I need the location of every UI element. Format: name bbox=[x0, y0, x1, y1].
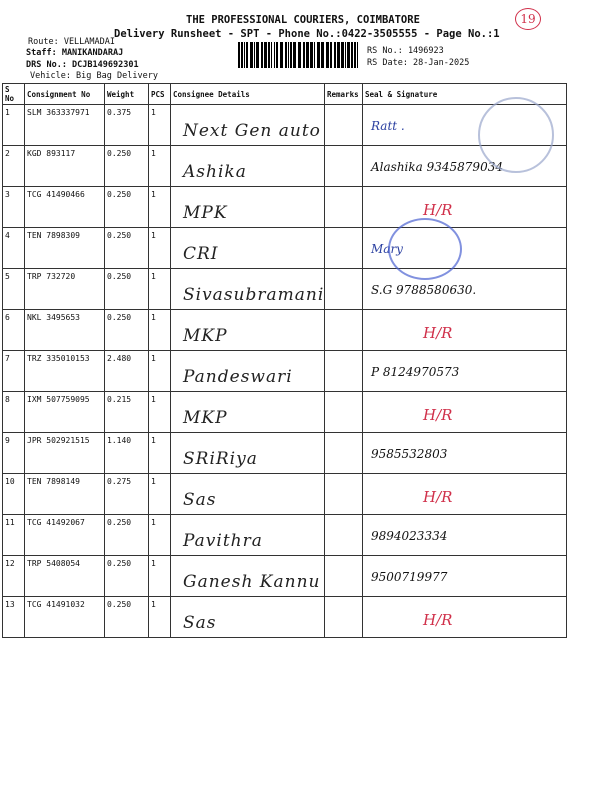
sno-cell: 2 bbox=[3, 146, 25, 187]
remarks-cell bbox=[325, 351, 363, 392]
consignee-name: Ashika bbox=[183, 162, 247, 182]
signature-cell bbox=[363, 310, 567, 351]
col-sno: S No bbox=[3, 84, 25, 105]
consignee-cell bbox=[171, 105, 325, 146]
pcs-cell: 1 bbox=[149, 105, 171, 146]
barcode-bar bbox=[276, 42, 278, 68]
remarks-cell bbox=[325, 310, 363, 351]
consignee-name: Pandeswari bbox=[183, 367, 293, 387]
consignment-cell: TRP 732720 bbox=[25, 269, 105, 310]
col-pcs: PCS bbox=[149, 84, 171, 105]
consignee-cell bbox=[171, 310, 325, 351]
remarks-cell bbox=[325, 269, 363, 310]
signature-cell bbox=[363, 474, 567, 515]
pcs-cell: 1 bbox=[149, 310, 171, 351]
consignee-name: Sivasubramani bbox=[183, 285, 325, 305]
barcode-bar bbox=[290, 42, 292, 68]
signature-cell bbox=[363, 433, 567, 474]
barcode-bar bbox=[337, 42, 340, 68]
consignment-cell: TCG 41492067 bbox=[25, 515, 105, 556]
consignment-cell: NKL 3495653 bbox=[25, 310, 105, 351]
remarks-cell bbox=[325, 515, 363, 556]
pcs-cell: 1 bbox=[149, 433, 171, 474]
sno-cell: 6 bbox=[3, 310, 25, 351]
signature-cell bbox=[363, 515, 567, 556]
pcs-cell: 1 bbox=[149, 351, 171, 392]
remarks-cell bbox=[325, 556, 363, 597]
consignment-cell: SLM 363337971 bbox=[25, 105, 105, 146]
consignee-cell bbox=[171, 474, 325, 515]
col-consignment: Consignment No bbox=[25, 84, 105, 105]
barcode-bar bbox=[310, 42, 313, 68]
table-row bbox=[3, 556, 567, 597]
consignee-name: MKP bbox=[183, 408, 228, 428]
barcode-bar bbox=[274, 42, 275, 68]
consignee-name: CRI bbox=[183, 244, 219, 264]
consignee-name: MPK bbox=[183, 203, 228, 223]
signature-text: S.G 9788580630. bbox=[371, 283, 477, 297]
barcode-bar bbox=[244, 42, 245, 68]
consignment-cell: TRZ 335010153 bbox=[25, 351, 105, 392]
signature-text: H/R bbox=[423, 611, 453, 629]
consignee-cell bbox=[171, 556, 325, 597]
sno-cell: 8 bbox=[3, 392, 25, 433]
signature-cell bbox=[363, 351, 567, 392]
vehicle-label: Vehicle: Big Bag Delivery bbox=[30, 71, 158, 81]
company-stamp bbox=[388, 218, 462, 280]
barcode-bar bbox=[256, 42, 259, 68]
signature-text: Mary bbox=[371, 242, 403, 256]
weight-cell: 0.250 bbox=[105, 269, 149, 310]
table-row bbox=[3, 228, 567, 269]
pcs-cell: 1 bbox=[149, 597, 171, 638]
signature-cell bbox=[363, 187, 567, 228]
barcode-bar bbox=[341, 42, 344, 68]
table-row bbox=[3, 515, 567, 556]
signature-text: H/R bbox=[423, 488, 453, 506]
col-consignee: Consignee Details bbox=[171, 84, 325, 105]
sno-cell: 5 bbox=[3, 269, 25, 310]
weight-cell: 0.250 bbox=[105, 597, 149, 638]
remarks-cell bbox=[325, 392, 363, 433]
consignment-cell: TEN 7898149 bbox=[25, 474, 105, 515]
consignee-name: Next Gen auto bbox=[183, 121, 321, 141]
sno-cell: 7 bbox=[3, 351, 25, 392]
remarks-cell bbox=[325, 105, 363, 146]
weight-cell: 0.250 bbox=[105, 146, 149, 187]
remarks-cell bbox=[325, 228, 363, 269]
consignee-cell bbox=[171, 146, 325, 187]
consignee-cell bbox=[171, 392, 325, 433]
barcode-bar bbox=[246, 42, 248, 68]
consignment-cell: JPR 502921515 bbox=[25, 433, 105, 474]
signature-cell bbox=[363, 269, 567, 310]
barcode-bar bbox=[354, 42, 356, 68]
sno-cell: 11 bbox=[3, 515, 25, 556]
barcode-bar bbox=[271, 42, 272, 68]
consignee-cell bbox=[171, 351, 325, 392]
pcs-cell: 1 bbox=[149, 474, 171, 515]
signature-text: P 8124970573 bbox=[371, 365, 460, 379]
weight-cell: 2.480 bbox=[105, 351, 149, 392]
col-remarks: Remarks bbox=[325, 84, 363, 105]
sno-cell: 12 bbox=[3, 556, 25, 597]
remarks-cell bbox=[325, 187, 363, 228]
consignment-cell: TCG 41491032 bbox=[25, 597, 105, 638]
barcode-bar bbox=[241, 42, 243, 68]
drs-label: DRS No.: DCJB149692301 bbox=[26, 60, 139, 70]
weight-cell: 1.140 bbox=[105, 433, 149, 474]
table-row bbox=[3, 187, 567, 228]
signature-text: 9585532803 bbox=[371, 447, 448, 461]
barcode-bar bbox=[238, 42, 240, 68]
consignee-name: MKP bbox=[183, 326, 228, 346]
signature-cell bbox=[363, 556, 567, 597]
staff-label: Staff: MANIKANDARAJ bbox=[26, 48, 124, 58]
barcode-bar bbox=[306, 42, 309, 68]
barcode-bar bbox=[351, 42, 353, 68]
table-row bbox=[3, 597, 567, 638]
table-row bbox=[3, 310, 567, 351]
barcode-bar bbox=[280, 42, 283, 68]
col-weight: Weight bbox=[105, 84, 149, 105]
consignment-cell: KGD 893117 bbox=[25, 146, 105, 187]
runsheet-table bbox=[2, 83, 567, 638]
consignee-cell bbox=[171, 228, 325, 269]
signature-text: H/R bbox=[423, 201, 453, 219]
barcode-bar bbox=[314, 42, 315, 68]
sno-cell: 13 bbox=[3, 597, 25, 638]
sno-cell: 4 bbox=[3, 228, 25, 269]
sno-cell: 1 bbox=[3, 105, 25, 146]
company-name: THE PROFESSIONAL COURIERS, COIMBATORE bbox=[186, 14, 420, 26]
barcode-image bbox=[238, 42, 362, 68]
consignee-cell bbox=[171, 269, 325, 310]
consignee-cell bbox=[171, 433, 325, 474]
consignee-name: Sas bbox=[183, 613, 217, 633]
barcode-bar bbox=[303, 42, 305, 68]
table-header-row bbox=[3, 84, 567, 105]
table-row bbox=[3, 351, 567, 392]
remarks-cell bbox=[325, 433, 363, 474]
pcs-cell: 1 bbox=[149, 515, 171, 556]
weight-cell: 0.275 bbox=[105, 474, 149, 515]
remarks-cell bbox=[325, 146, 363, 187]
consignee-cell bbox=[171, 597, 325, 638]
consignee-name: Sas bbox=[183, 490, 217, 510]
table-row bbox=[3, 269, 567, 310]
sno-cell: 10 bbox=[3, 474, 25, 515]
signature-text: H/R bbox=[423, 324, 453, 342]
barcode-bar bbox=[347, 42, 350, 68]
seal-stamp bbox=[478, 97, 554, 173]
barcode-bar bbox=[268, 42, 270, 68]
consignee-cell bbox=[171, 187, 325, 228]
weight-cell: 0.250 bbox=[105, 187, 149, 228]
weight-cell: 0.375 bbox=[105, 105, 149, 146]
barcode-bar bbox=[288, 42, 289, 68]
weight-cell: 0.250 bbox=[105, 515, 149, 556]
consignee-name: Ganesh Kannu bbox=[183, 572, 321, 592]
pcs-cell: 1 bbox=[149, 228, 171, 269]
consignee-name: SRiRiya bbox=[183, 449, 258, 469]
barcode-bar bbox=[345, 42, 346, 68]
signature-cell bbox=[363, 597, 567, 638]
weight-cell: 0.250 bbox=[105, 556, 149, 597]
signature-text: 9894023334 bbox=[371, 529, 448, 543]
barcode-bar bbox=[298, 42, 301, 68]
consignee-name: Pavithra bbox=[183, 531, 263, 551]
barcode-bar bbox=[254, 42, 255, 68]
pcs-cell: 1 bbox=[149, 269, 171, 310]
col-seal-signature: Seal & Signature bbox=[363, 84, 567, 105]
barcode-bar bbox=[326, 42, 329, 68]
page-mark: 19 bbox=[515, 8, 541, 30]
sheet-subtitle: Delivery Runsheet - SPT - Phone No.:0422-3505555 - Page No.:1 bbox=[114, 28, 500, 40]
consignee-cell bbox=[171, 515, 325, 556]
signature-cell bbox=[363, 392, 567, 433]
route-label: Route: VELLAMADAI bbox=[28, 37, 115, 47]
signature-text: Alashika 9345879034 bbox=[371, 160, 503, 174]
rs-date: RS Date: 28-Jan-2025 bbox=[367, 58, 470, 68]
barcode-bar bbox=[321, 42, 324, 68]
barcode-bar bbox=[330, 42, 332, 68]
pcs-cell: 1 bbox=[149, 187, 171, 228]
table-row bbox=[3, 474, 567, 515]
signature-text: H/R bbox=[423, 406, 453, 424]
remarks-cell bbox=[325, 474, 363, 515]
barcode-bar bbox=[261, 42, 263, 68]
table-row bbox=[3, 433, 567, 474]
weight-cell: 0.250 bbox=[105, 310, 149, 351]
sno-cell: 9 bbox=[3, 433, 25, 474]
signature-text: 9500719977 bbox=[371, 570, 448, 584]
barcode-bar bbox=[357, 42, 358, 68]
consignment-cell: TRP 5408054 bbox=[25, 556, 105, 597]
weight-cell: 0.215 bbox=[105, 392, 149, 433]
sno-cell: 3 bbox=[3, 187, 25, 228]
barcode-bar bbox=[293, 42, 296, 68]
barcode-bar bbox=[334, 42, 336, 68]
pcs-cell: 1 bbox=[149, 146, 171, 187]
consignment-cell: TEN 7898309 bbox=[25, 228, 105, 269]
barcode-bar bbox=[264, 42, 267, 68]
remarks-cell bbox=[325, 597, 363, 638]
consignment-cell: IXM 507759095 bbox=[25, 392, 105, 433]
table-row bbox=[3, 392, 567, 433]
barcode-bar bbox=[250, 42, 253, 68]
pcs-cell: 1 bbox=[149, 392, 171, 433]
consignment-cell: TCG 41490466 bbox=[25, 187, 105, 228]
signature-text: Ratt . bbox=[371, 119, 405, 133]
pcs-cell: 1 bbox=[149, 556, 171, 597]
rs-number: RS No.: 1496923 bbox=[367, 46, 444, 56]
barcode-bar bbox=[285, 42, 287, 68]
barcode-bar bbox=[317, 42, 320, 68]
weight-cell: 0.250 bbox=[105, 228, 149, 269]
